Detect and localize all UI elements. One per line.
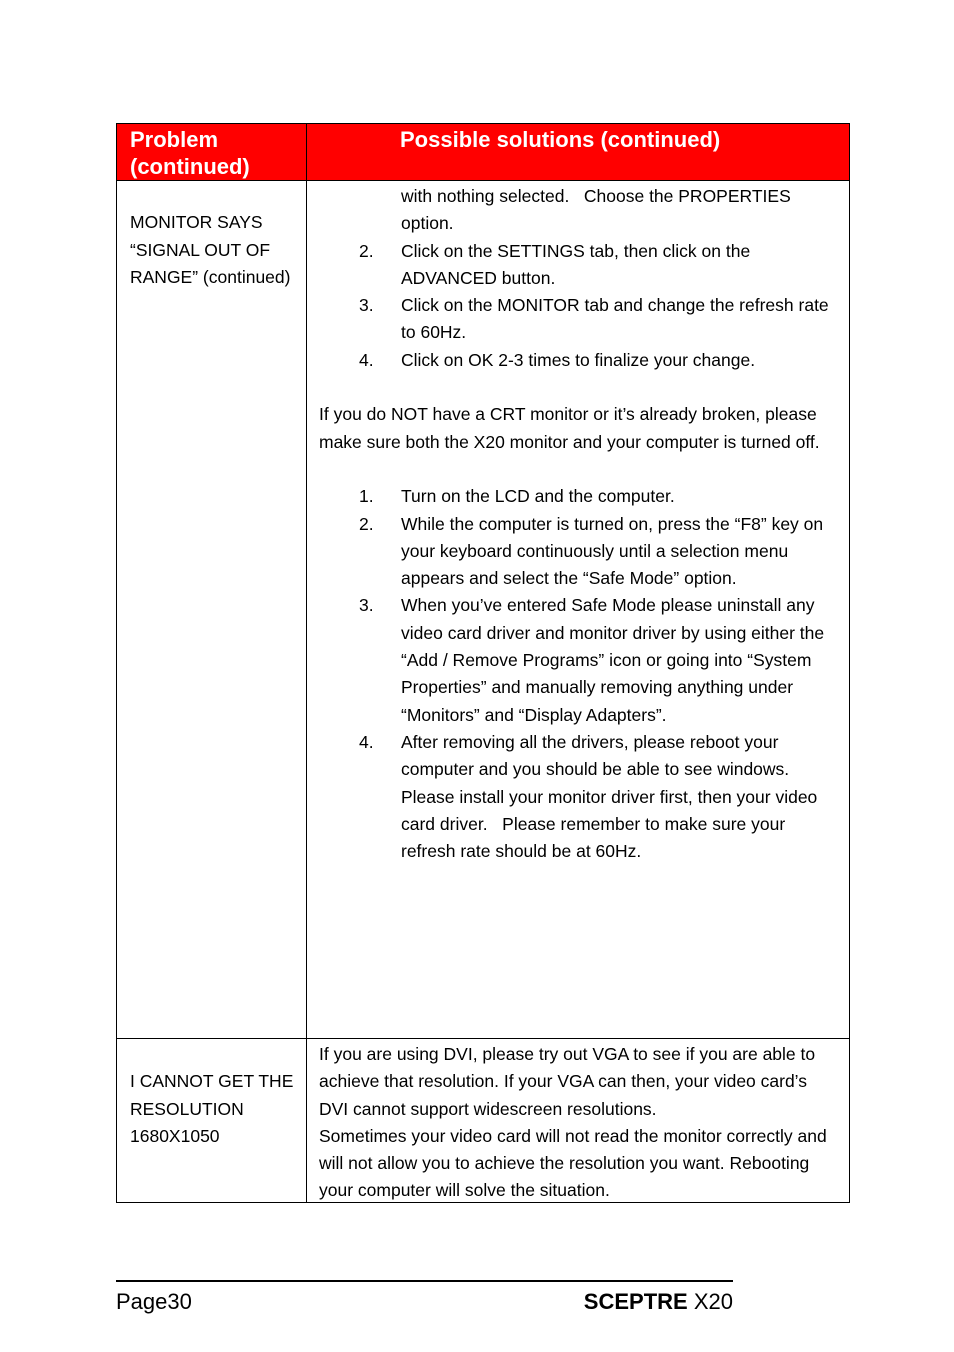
- list-text: While the computer is turned on, press the “F8” key on your keyboard continuously until a selection menu appears and select the “Safe Mode” option.: [401, 513, 824, 589]
- list-item: [319, 511, 841, 593]
- list-number: 2.: [359, 513, 374, 534]
- solution-cell: [307, 1039, 849, 1202]
- table-row: [117, 181, 849, 1039]
- list-text: Click on the SETTINGS tab, then click on the ADVANCED button.: [401, 240, 751, 288]
- list-text: Turn on the LCD and the computer.: [401, 486, 675, 507]
- footer-brand: [584, 1289, 733, 1315]
- paragraph: If you do NOT have a CRT monitor or it’s already broken, please make sure both the X20 monitor and your computer is turned off.: [319, 404, 820, 452]
- list-text: Click on the MONITOR tab and change the refresh rate to 60Hz.: [401, 295, 829, 343]
- troubleshooting-table: [116, 123, 850, 1203]
- list-item: [319, 347, 841, 374]
- list-text: After removing all the drivers, please reboot your computer and you should be able to see windows. Please install your monitor driver first, then your video card driver. Please remember to make sure your refresh rate should be at 60Hz.: [401, 731, 818, 862]
- list-item: [319, 729, 841, 865]
- footer-rule: [116, 1280, 733, 1282]
- list-item: [319, 483, 841, 510]
- list-number: 1.: [359, 486, 374, 507]
- list-item: [319, 592, 841, 728]
- problem-cell: I CANNOT GET THE RESOLUTION 1680X1050: [117, 1039, 307, 1202]
- list-number: 4.: [359, 731, 374, 752]
- header-problem: Problem (continued): [117, 124, 307, 180]
- paragraph: If you are using DVI, please try out VGA to see if you are able to achieve that resolution. If your VGA can then, your video card’s DVI cannot support widescreen resolutions.: [319, 1044, 816, 1119]
- table-row: [117, 1039, 849, 1202]
- paragraph: Sometimes your video card will not read the monitor correctly and will not allow you to achieve the resolution you want. Rebooting your computer will solve the situation.: [319, 1125, 827, 1201]
- table-header: [117, 124, 849, 181]
- page-number: Page30: [116, 1289, 192, 1314]
- problem-cell: MONITOR SAYS “SIGNAL OUT OF RANGE” (continued): [117, 181, 307, 1038]
- list-number: 4.: [359, 349, 374, 370]
- solution-cell: [307, 181, 849, 1038]
- list-number: 2.: [359, 240, 374, 261]
- header-solutions: Possible solutions (continued): [400, 127, 721, 152]
- list-text: Click on OK 2-3 times to finalize your change.: [401, 349, 756, 370]
- list-number: 3.: [359, 295, 374, 316]
- brand-name: SCEPTRE: [583, 1289, 688, 1314]
- continued-text: with nothing selected. Choose the PROPERTIES option.: [401, 186, 791, 234]
- list-text: When you’ve entered Safe Mode please uninstall any video card driver and monitor driver by using either the “Add / Remove Programs” icon or going into “System Properties” and manually removing anything under “Monitors” and “Display Adapters”.: [401, 595, 825, 725]
- list-number: 3.: [359, 595, 374, 616]
- list-item: [319, 292, 841, 347]
- list-item: [319, 238, 841, 293]
- model-name: X20: [693, 1289, 733, 1314]
